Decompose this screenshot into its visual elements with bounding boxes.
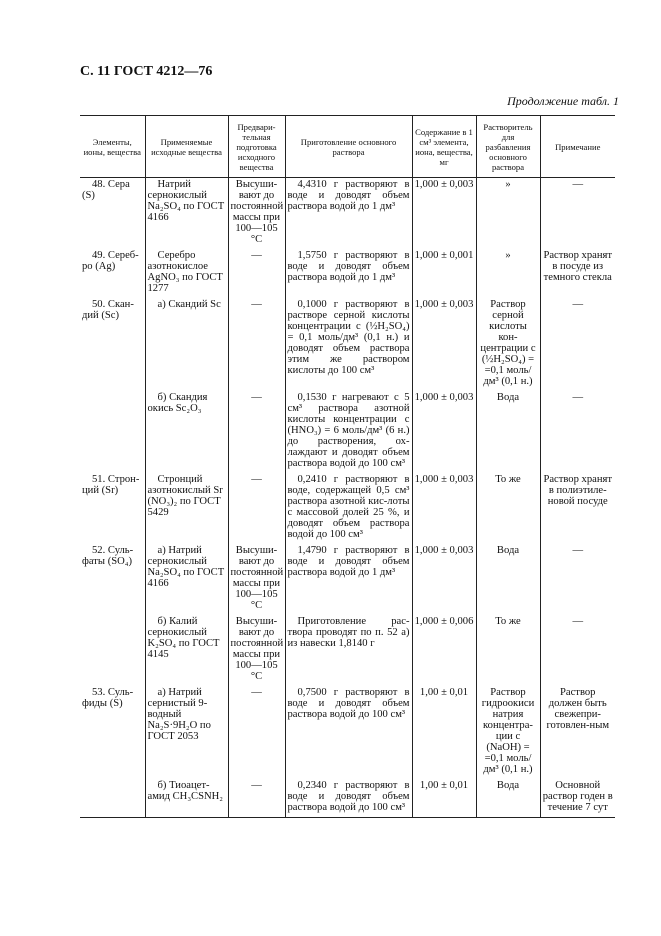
table-row: [80, 391, 615, 473]
cell-content: 1,000 ± 0,003: [412, 298, 476, 391]
cell-method: 0,2340 г растворяют в воде и доводят объем раствора водой до 100 см³: [285, 779, 412, 818]
column-header-prep: Предвари-тельная подготовка исходного вещества: [228, 116, 285, 178]
cell-element: [80, 391, 145, 473]
cell-prep: —: [228, 686, 285, 779]
cell-solvent: »: [476, 249, 540, 298]
cell-note: —: [540, 391, 615, 473]
cell-note: Основной раствор годен в течение 7 сут: [540, 779, 615, 818]
cell-content: 1,000 ± 0,003: [412, 544, 476, 615]
table-row: [80, 249, 615, 298]
cell-prep: Высуши-вают до постоянной массы при 100—105 °С: [228, 178, 285, 250]
cell-source: а) Скандий Sc: [145, 298, 228, 391]
cell-solvent: То же: [476, 473, 540, 544]
cell-solvent: Раствор серной кислоты кон-центрации c (½H₂SO₄) = =0,1 моль/дм³ (0,1 н.): [476, 298, 540, 391]
table-continuation-label: Продолжение табл. 1: [507, 94, 619, 108]
cell-element: 53. Суль-фиды (S): [82, 687, 134, 709]
cell-solvent: Вода: [476, 391, 540, 473]
cell-source: а) Натрий сернокислый Na₂SO₄ по ГОСТ 4166: [145, 544, 228, 615]
cell-note: —: [540, 615, 615, 686]
cell-note: Раствор должен быть свежепри-готовлен-ным: [540, 686, 615, 779]
cell-content: 1,000 ± 0,006: [412, 615, 476, 686]
cell-method: 0,1530 г нагревают с 5 см³ раствора азотной кислоты концентрации c (HNO₃) = 6 моль/дм³ (6 н.) до растворения, ох-лаждают и доводят объем раствора водой до 100 см³: [285, 391, 412, 473]
cell-element: 48. Сера (S): [82, 179, 130, 201]
cell-element: [80, 615, 145, 686]
column-header-method: Приготовление основного раствора: [285, 116, 412, 178]
table-row: [80, 779, 615, 818]
cell-method: 0,1000 г растворяют в растворе серной кислоты концентрации c (½H₂SO₄) = 0,1 моль/дм³ (0,1 н.) и доводят объем раствора этим же раствором кислоты до 100 см³: [285, 298, 412, 391]
cell-note: Раствор хранят в посуде из темного стекла: [540, 249, 615, 298]
cell-method: 4,4310 г растворяют в воде и доводят объем раствора водой до 1 дм³: [285, 178, 412, 250]
cell-element: 49. Сереб-ро (Ag): [82, 250, 139, 272]
table-row: [80, 544, 615, 615]
cell-prep: —: [228, 249, 285, 298]
cell-prep: Высуши-вают до постоянной массы при 100—105 °С: [228, 615, 285, 686]
cell-source: б) Тиоацет-амид CH₃CSNH₂: [145, 779, 228, 818]
cell-prep: —: [228, 473, 285, 544]
cell-content: 1,00 ± 0,01: [412, 779, 476, 818]
table-row: [80, 178, 615, 250]
cell-method: 0,2410 г растворяют в воде, содержащей 0,5 см³ раствора азотной кис-лоты с массовой долей 25 %, и доводят объем раствора водой до 100 см³: [285, 473, 412, 544]
cell-solvent: Вода: [476, 544, 540, 615]
column-header-content: Содержание в 1 см³ элемента, иона, вещества, мг: [412, 116, 476, 178]
cell-source: Натрий сернокислый Na₂SO₄ по ГОСТ 4166: [145, 178, 228, 250]
cell-content: 1,000 ± 0,003: [412, 178, 476, 250]
cell-prep: —: [228, 298, 285, 391]
cell-content: 1,000 ± 0,003: [412, 473, 476, 544]
table-row: [80, 686, 615, 779]
cell-solvent: »: [476, 178, 540, 250]
cell-content: 1,00 ± 0,01: [412, 686, 476, 779]
cell-source: Серебро азотнокислое AgNO₃ по ГОСТ 1277: [145, 249, 228, 298]
cell-source: Стронций азотнокислый Sr (NO₃)₂ по ГОСТ 5429: [145, 473, 228, 544]
cell-method: 0,7500 г растворяют в воде и доводят объем раствора водой до 100 см³: [285, 686, 412, 779]
cell-source: б) Калий сернокислый K₂SO₄ по ГОСТ 4145: [145, 615, 228, 686]
column-header-solvent: Растворитель для разбавления основного раствора: [476, 116, 540, 178]
reagents-table: [80, 115, 615, 818]
cell-prep: —: [228, 391, 285, 473]
cell-content: 1,000 ± 0,003: [412, 391, 476, 473]
column-header-element: Элементы, ионы, вещества: [83, 136, 141, 157]
cell-method: 1,4790 г растворяют в воде и доводят объем раствора водой до 1 дм³: [285, 544, 412, 615]
cell-source: а) Натрий сернистый 9-водный Na₂S·9H₂O по ГОСТ 2053: [145, 686, 228, 779]
table-row: [80, 298, 615, 391]
cell-prep: —: [228, 779, 285, 818]
cell-content: 1,000 ± 0,001: [412, 249, 476, 298]
cell-element: 50. Скан-дий (Sc): [82, 299, 134, 321]
column-header-note: Примечание: [540, 116, 615, 178]
table-header-row: [80, 116, 615, 178]
cell-element: 51. Строн-ций (Sr): [82, 474, 140, 496]
cell-prep: Высуши-вают до постоянной массы при 100—105 °С: [228, 544, 285, 615]
cell-method: Приготовление рас-твора проводят по п. 52 а) из навески 1,8140 г: [285, 615, 412, 686]
column-header-source: Применяемые исходные вещества: [145, 116, 228, 178]
cell-note: —: [540, 178, 615, 250]
cell-source: б) Скандия окись Sc₂O₃: [145, 391, 228, 473]
table-row: [80, 615, 615, 686]
cell-solvent: Вода: [476, 779, 540, 818]
cell-element: 52. Суль-фаты (SO₄): [82, 545, 134, 567]
table-row: [80, 473, 615, 544]
cell-note: —: [540, 544, 615, 615]
cell-note: —: [540, 298, 615, 391]
cell-method: 1,5750 г растворяют в воде и доводят объем раствора водой до 1 дм³: [285, 249, 412, 298]
page-header: С. 11 ГОСТ 4212—76: [80, 64, 213, 79]
cell-solvent: То же: [476, 615, 540, 686]
cell-solvent: Раствор гидроокиси натрия концентра-ции c (NaOH) = =0,1 моль/дм³ (0,1 н.): [476, 686, 540, 779]
cell-note: Раствор хранят в полиэтиле-новой посуде: [540, 473, 615, 544]
cell-element: [80, 779, 145, 818]
